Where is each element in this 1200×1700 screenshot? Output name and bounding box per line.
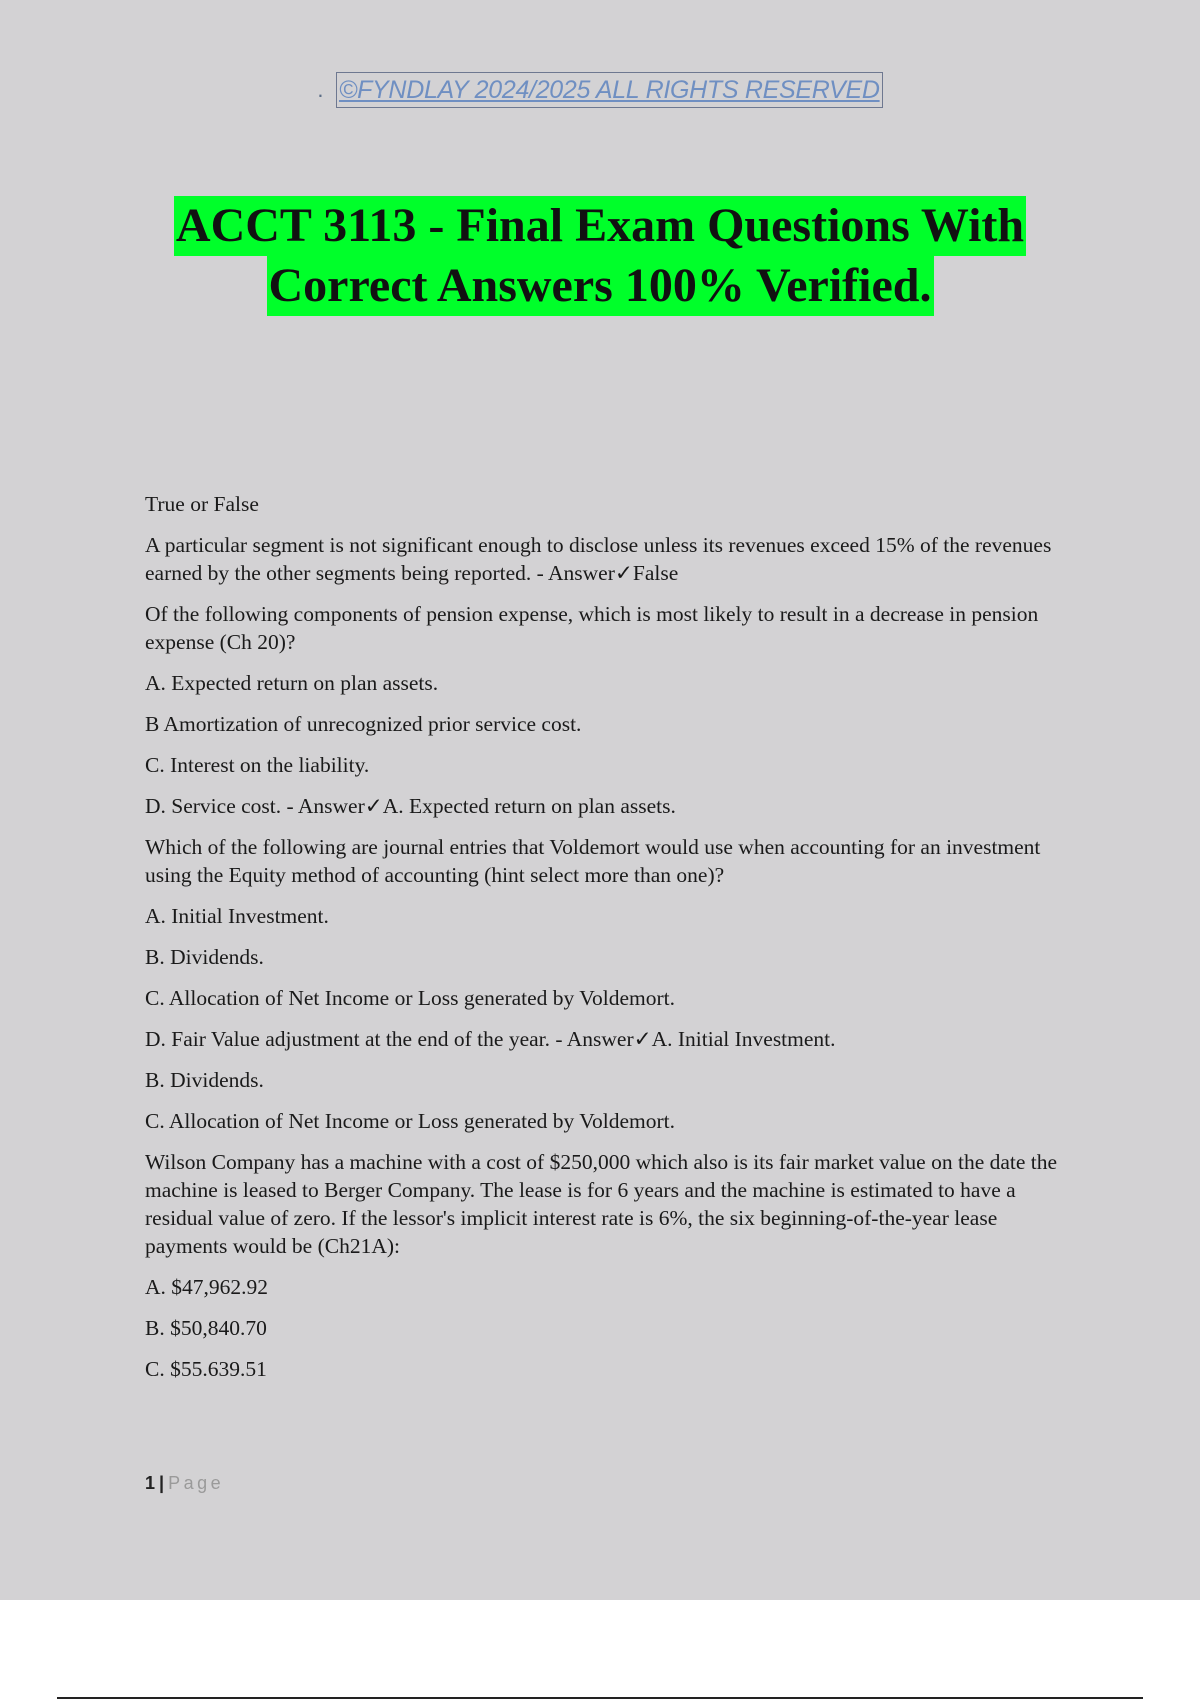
paragraph: B Amortization of unrecognized prior service cost. [145, 712, 582, 736]
copyright-header [0, 72, 1200, 108]
paragraph: C. $55.639.51 [145, 1357, 267, 1381]
paragraph: Which of the following are journal entries that Voldemort would use when accounting for an investment using the Equity method of accounting (hint select more than one)? [145, 835, 1041, 887]
document-body [145, 490, 1080, 1396]
page-label: Page [168, 1473, 225, 1493]
document-title [0, 196, 1200, 316]
footer-separator: | [159, 1473, 165, 1493]
paragraph: Wilson Company has a machine with a cost of $250,000 which also is its fair market value on the date the machine is leased to Berger Company. The lease is for 6 years and the machine is estimated to have a residual value of zero. If the lessor's implicit interest rate is 6%, the six beginning-of-the-year lease payments would be (Ch21A): [145, 1150, 1058, 1258]
paragraph: C. Allocation of Net Income or Loss generated by Voldemort. [145, 1109, 676, 1133]
paragraph: D. Service cost. - Answer✓A. Expected return on plan assets. [145, 794, 676, 818]
header-bullet: . [317, 77, 324, 102]
page-footer [145, 1473, 224, 1494]
paragraph: B. Dividends. [145, 945, 264, 969]
paragraph: True or False [145, 492, 259, 516]
paragraph: A. Initial Investment. [145, 904, 329, 928]
paragraph: A. Expected return on plan assets. [145, 671, 439, 695]
paragraph: B. Dividends. [145, 1068, 264, 1092]
copyright-notice: ©FYNDLAY 2024/2025 ALL RIGHTS RESERVED [336, 72, 883, 108]
paragraph: C. Interest on the liability. [145, 753, 370, 777]
title-line-1: ACCT 3113 - Final Exam Questions With [174, 196, 1026, 256]
title-line-2: Correct Answers 100% Verified. [267, 256, 934, 316]
paragraph: A. $47,962.92 [145, 1275, 269, 1299]
paragraph: A particular segment is not significant enough to disclose unless its revenues exceed 15% of the revenues earned by the other segments being reported. - Answer✓False [145, 533, 1052, 585]
paragraph: D. Fair Value adjustment at the end of the year. - Answer✓A. Initial Investment. [145, 1027, 836, 1051]
paragraph: Of the following components of pension expense, which is most likely to result in a decrease in pension expense (Ch 20)? [145, 602, 1039, 654]
paragraph: C. Allocation of Net Income or Loss generated by Voldemort. [145, 986, 676, 1010]
bottom-divider [57, 1697, 1143, 1699]
paragraph: B. $50,840.70 [145, 1316, 267, 1340]
page-number: 1 [145, 1473, 156, 1493]
